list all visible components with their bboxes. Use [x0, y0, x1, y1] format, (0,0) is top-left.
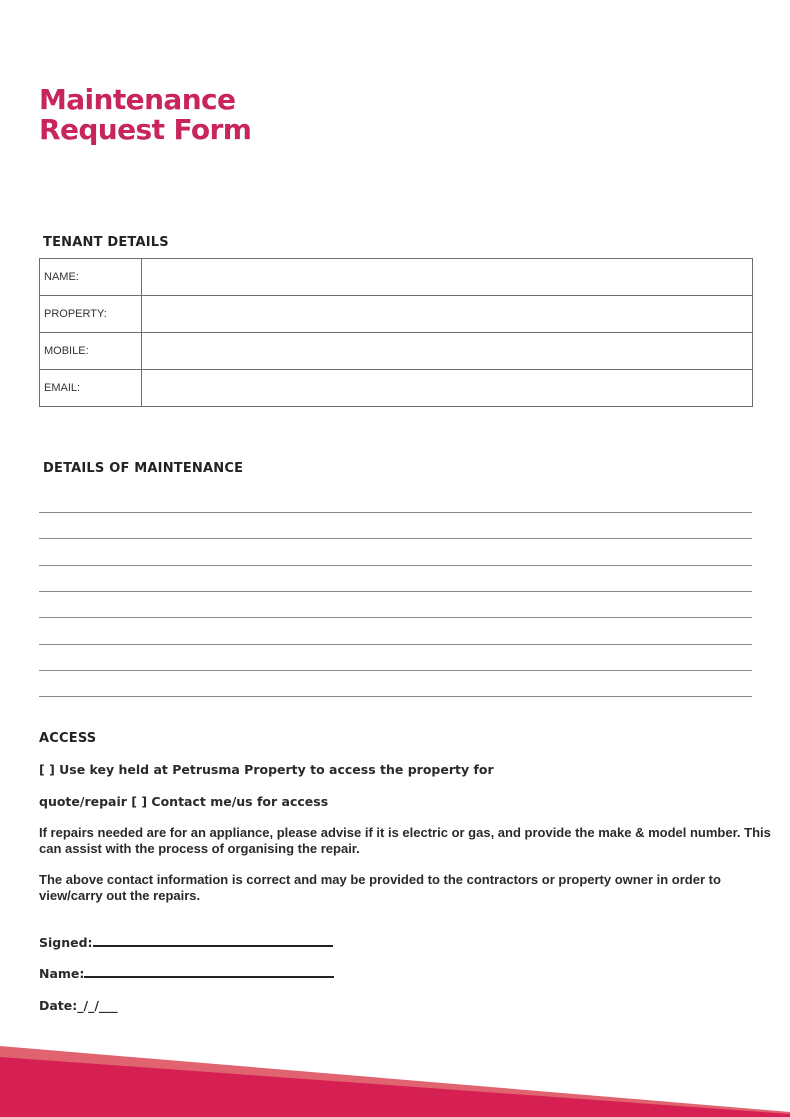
table-row — [40, 370, 753, 407]
email-label: EMAIL: — [40, 370, 142, 407]
access-heading: ACCESS — [39, 731, 97, 746]
tenant-details-table — [39, 258, 753, 407]
writing-line[interactable] — [39, 591, 752, 592]
writing-line[interactable] — [39, 696, 752, 697]
signed-label: Signed: — [39, 935, 93, 950]
appliance-note: If repairs needed are for an appliance, please advise if it is electric or gas, and provide the make & model number. This can assist with the process of organising the repair. — [39, 825, 771, 856]
name-field[interactable] — [142, 259, 753, 296]
writing-line[interactable] — [39, 538, 752, 539]
property-label: PROPERTY: — [40, 296, 142, 333]
access-option-key[interactable]: [ ] Use key held at Petrusma Property to access the property for — [39, 762, 494, 777]
writing-line[interactable] — [39, 644, 752, 645]
tenant-details-heading: TENANT DETAILS — [43, 235, 169, 250]
email-field[interactable] — [142, 370, 753, 407]
footer-wave-decoration — [0, 1030, 790, 1117]
consent-note: The above contact information is correct and may be provided to the contractors or property owner in order to view/carry out the repairs. — [39, 872, 721, 903]
table-row — [40, 259, 753, 296]
writing-line[interactable] — [39, 512, 752, 513]
table-row — [40, 296, 753, 333]
mobile-field[interactable] — [142, 333, 753, 370]
date-row — [39, 998, 118, 1013]
property-field[interactable] — [142, 296, 753, 333]
table-row — [40, 333, 753, 370]
name-label: NAME: — [40, 259, 142, 296]
maintenance-heading: DETAILS OF MAINTENANCE — [43, 461, 244, 476]
name-row — [39, 966, 334, 981]
sign-name-label: Name: — [39, 966, 85, 981]
writing-line[interactable] — [39, 617, 752, 618]
signature-field[interactable] — [93, 935, 333, 947]
title-line-2: Request Form — [39, 113, 252, 146]
date-label[interactable]: Date:_/_/___ — [39, 998, 118, 1013]
mobile-label: MOBILE: — [40, 333, 142, 370]
page-title — [39, 85, 251, 145]
writing-line[interactable] — [39, 670, 752, 671]
access-option-contact[interactable]: quote/repair [ ] Contact me/us for access — [39, 794, 329, 809]
sign-name-field[interactable] — [84, 966, 334, 978]
signed-row — [39, 935, 333, 950]
title-line-1: Maintenance — [39, 83, 236, 116]
writing-line[interactable] — [39, 565, 752, 566]
